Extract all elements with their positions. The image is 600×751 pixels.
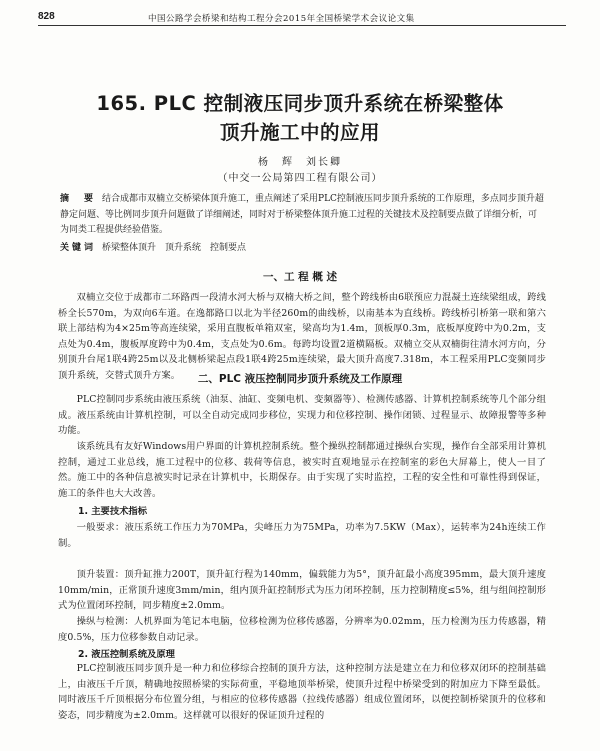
paragraph-hydraulic-principle: PLC控制液压同步顶升是一种力和位移综合控制的顶升方法，这种控制方法是建立在力和位移双闭环的控制基础上，由液压千斤顶，精确地按照桥梁的实际荷重，平稳地顶举桥梁，使顶升过程中桥梁受到的附加应力下降至最低。同时液压千斤顶根据分布位置分组，与相应的位移传感器（拉线传感器）组成位置闭环，以便控制桥梁顶升的位移和姿态，同步精度为±2.0mm。这样就可以很好的保证顶升过程的 <box>58 663 546 721</box>
paragraph-general-requirements: 一般要求：液压系统工作压力为70MPa，尖峰压力为75MPa，功率为7.5KW（Max），运转率为24h连续工作制。 <box>58 522 546 549</box>
page-number: 828 <box>38 11 55 22</box>
keywords-label: 关键词 <box>60 243 97 253</box>
section-2-heading: 二、PLC 液压控制同步顶升系统及工作原理 <box>197 373 403 385</box>
running-header <box>38 11 566 26</box>
paper-title-line-2: 顶升施工中的应用 <box>219 121 380 144</box>
keywords <box>60 240 544 253</box>
abstract-label: 摘 要 <box>60 194 97 204</box>
paper-title-line-1: 165. PLC 控制液压同步顶升系统在桥梁整体 <box>96 92 504 115</box>
paragraph-operation-detection: 操纵与检测：人机界面为笔记本电脑，位移检测为位移传感器，分辨率为0.02mm，压力检测为压力传感器，精度0.5%，压力位移参数自动记录。 <box>58 616 546 643</box>
keywords-text: 桥梁整体顶升 顶升系统 控制要点 <box>102 243 247 253</box>
section-1-heading: 一、工 程 概 述 <box>263 271 337 283</box>
paragraph-jacking-device: 顶升装置：顶升缸推力200T，顶升缸行程为140mm，偏载能力为5°，顶升缸最小高度395mm，最大顶升速度10mm/min，正常顶升速度3mm/min，组内顶升缸控制形式为压力闭环控制，压力控制精度≤5%，组与组间控制形式为位置闭环控制，同步精度±2.0mm。 <box>58 569 546 612</box>
subheading-hydraulic-control: 2. 液压控制系统及原理 <box>78 649 175 660</box>
subheading-technical-indicators: 1. 主要技术指标 <box>78 506 148 517</box>
section-2-paragraph-1: PLC控制同步系统由液压系统（油泵、油缸、变频电机、变频器等）、检测传感器、计算机控制系统等几个部分组成。液压系统由计算机控制，可以全自动完成同步移位，实现力和位移控制、操作闭锁、过程显示、故障报警等多种功能。 <box>58 394 546 437</box>
authors: 杨 辉 刘长卿 <box>258 157 342 168</box>
section-2-paragraph-2: 该系统具有友好Windows用户界面的计算机控制系统。整个操纵控制都通过操纵台实现，操作台全部采用计算机控制，通过工业总线，施工过程中的位移、载荷等信息，被实时直观地显示在控制室的彩色大屏幕上，使人一目了然。施工中的各种信息被实时记录在计算机中，长期保存。由于实现了实时监控，工程的安全性和可靠性得到保证，施工的条件也大大改善。 <box>58 441 546 499</box>
section-1-paragraph: 双楠立交位于成都市二环路西一段清水河大桥与双楠大桥之间，整个跨线桥由6联预应力混凝土连续梁组成，跨线桥全长570m，为双向6车道。在逸都路口以北为半径260m的曲线桥，以南基本为直线桥。跨线桥引桥第一联和第六联上部结构为4×25m等高连续梁，采用直腹板单箱双室，梁高均为1.4m，顶板厚0.3m，底板厚度跨中为0.2m，支点处为0.4m，腹板厚度跨中为0.4m，支点处为0.6m。每跨均设置2道横隔板。双楠立交从双楠街往清水河方向，分别顶升台尾1联4跨25m以及北侧桥梁起点段1联4跨25m连续梁，最大顶升高度7.318m，本工程采用PLC变频同步顶升系统，交替式顶升方案。 <box>58 292 546 381</box>
affiliation: （中交一公局第四工程有限公司） <box>217 173 383 184</box>
abstract <box>60 192 544 239</box>
journal-title: 中国公路学会桥梁和结构工程分会2015年全国桥梁学术会议论文集 <box>148 14 415 24</box>
abstract-text: 结合成都市双楠立交桥梁体顶升施工，重点阐述了采用PLC控制液压同步顶升系统的工作原理，多点同步顶升超静定问题、等比例同步顶升问题做了详细阐述，同时对于桥梁整体顶升施工过程的关键技术及控制要点做了详细分析，可为同类工程提供经验借鉴。 <box>60 194 544 235</box>
